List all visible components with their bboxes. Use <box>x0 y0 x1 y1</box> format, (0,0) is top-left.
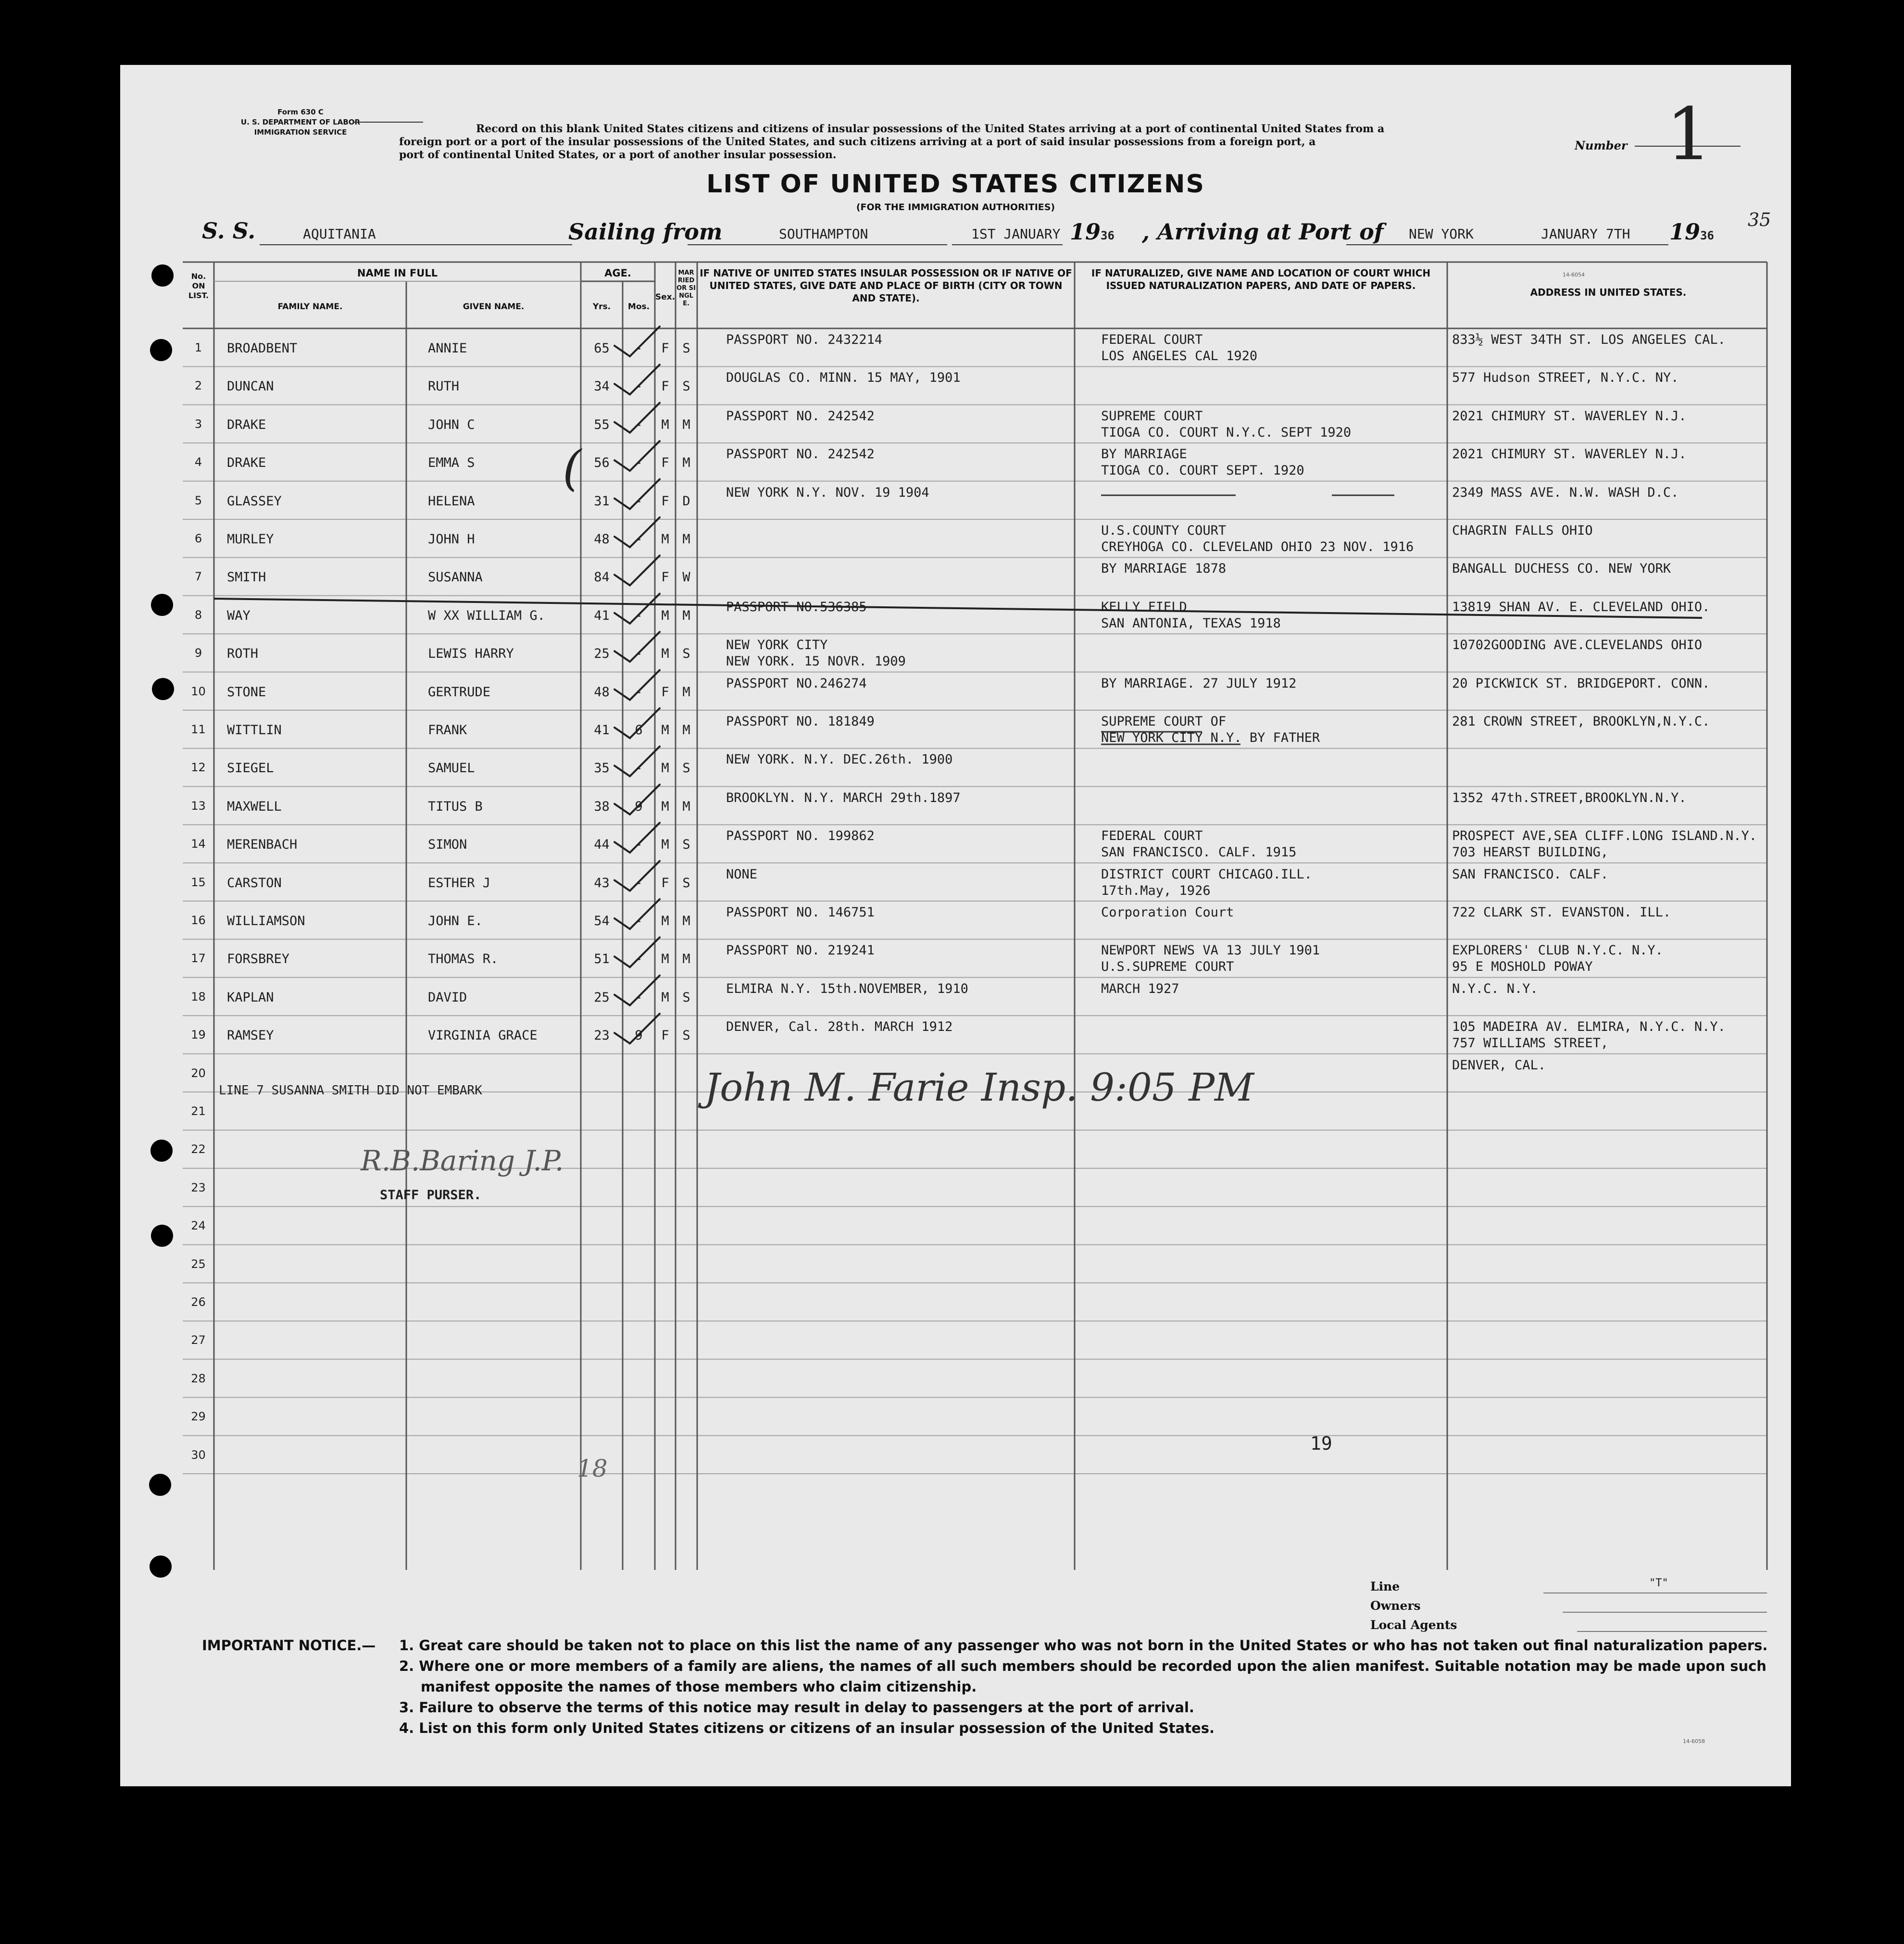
cell-ms: M <box>682 914 690 928</box>
instruction-line: foreign port or a port of the insular possessions of the United States, and such citizens arriving at a port of said insular possessions from a foreign port, a <box>399 136 1316 148</box>
cell-family: MAXWELL <box>227 799 282 814</box>
margin-mark: ( <box>563 440 582 496</box>
header-name-in-full: NAME IN FULL <box>357 267 438 279</box>
cell-birth: DENVER, Cal. 28th. MARCH 1912 <box>726 1019 953 1035</box>
cell-no: 12 <box>191 761 206 775</box>
row-number: 24 <box>191 1219 206 1233</box>
cell-yrs: 44 <box>594 837 610 853</box>
cell-given: SIMON <box>428 837 467 853</box>
cell-sex: F <box>661 493 669 509</box>
cell-yrs: 84 <box>594 570 610 585</box>
page-count: 19 <box>1310 1433 1332 1454</box>
notice-item: 1. Great care should be taken not to place on this list the name of any passenger who was not born in the United States or who has not taken out final naturalization papers. <box>399 1637 1768 1654</box>
cell-mos: - <box>635 379 643 394</box>
cell-nat: FEDERAL COURT <box>1101 332 1203 347</box>
cell-nat: SUPREME COURT <box>1101 408 1203 424</box>
cell-yrs: 23 <box>594 1028 610 1043</box>
cell-nat: U.S.COUNTY COURT <box>1101 523 1227 538</box>
department: U. S. DEPARTMENT OF LABOR <box>240 118 361 126</box>
cell-sex: F <box>661 341 669 356</box>
notice-item: 3. Failure to observe the terms of this notice may result in delay to passengers at the port of arrival. <box>399 1699 1194 1716</box>
cell-mos: - <box>635 875 643 890</box>
cell-no: 8 <box>194 608 202 622</box>
cell-ms: M <box>682 455 690 471</box>
cell-birth: PASSPORT NO. 2432214 <box>726 332 883 347</box>
cell-given: TITUS B <box>428 799 483 814</box>
cell-mos: - <box>635 990 643 1005</box>
arrival-date: JANUARY 7TH <box>1541 226 1630 242</box>
row-number: 26 <box>191 1295 206 1309</box>
sailing-port: SOUTHAMPTON <box>779 226 868 242</box>
cell-nat: DISTRICT COURT CHICAGO.ILL. <box>1101 866 1312 882</box>
cell-addr: 281 CROWN STREET, BROOKLYN,N.Y.C. <box>1452 714 1710 729</box>
cell-no: 5 <box>194 493 202 507</box>
cell-no: 9 <box>194 646 202 660</box>
number-value: 1 <box>1666 93 1712 176</box>
cell-ms: W <box>682 570 690 585</box>
cell-given: JOHN E. <box>428 914 483 928</box>
cell-ms: M <box>682 608 690 623</box>
row-number: 25 <box>191 1257 206 1271</box>
cell-yrs: 41 <box>594 608 610 623</box>
header-mos: Mos. <box>627 302 650 312</box>
cell-addr: 10702GOODING AVE.CLEVELANDS OHIO <box>1452 638 1703 653</box>
cell-yrs: 35 <box>594 761 610 776</box>
cell-mos: - <box>635 646 643 662</box>
cell-sex: M <box>661 914 669 928</box>
header-family-name: FAMILY NAME. <box>277 302 343 312</box>
number-label: Number <box>1575 138 1628 152</box>
manifest-sheet <box>120 65 1791 1786</box>
header-birth: IF NATIVE OF UNITED STATES INSULAR POSSESSION OR IF NATIVE OF UNITED STATES, GIVE DATE AND PLACE OF BIRTH (CITY OR TOWN AND STATE). <box>700 267 1072 304</box>
cell-ms: S <box>682 379 690 394</box>
header-address: ADDRESS IN UNITED STATES. <box>1530 287 1687 298</box>
cell-sex: M <box>661 990 669 1005</box>
header-naturalized: IF NATURALIZED, GIVE NAME AND LOCATION OF COURT WHICH ISSUED NATURALIZATION PAPERS, AND DATE OF PAPERS. <box>1091 267 1431 291</box>
arrival-port: NEW YORK <box>1409 226 1474 242</box>
cell-family: SIEGEL <box>227 761 274 776</box>
cell-nat: NEWPORT NEWS VA 13 JULY 1901 <box>1101 943 1320 958</box>
cell-family: STONE <box>227 684 266 700</box>
page-subtitle: (FOR THE IMMIGRATION AUTHORITIES) <box>856 202 1055 213</box>
notice-item: 2. Where one or more members of a family are aliens, the names of all such members should be recorded upon the alien manifest. Suitable notation may be made upon such <box>399 1658 1766 1674</box>
cell-family: WILLIAMSON <box>227 914 305 928</box>
cell-nat-line2: NEW YORK CITY N.Y. BY FATHER <box>1101 730 1320 745</box>
cell-yrs: 65 <box>594 341 610 356</box>
ss-label: S. S. <box>202 218 256 244</box>
cell-no: 18 <box>191 990 206 1003</box>
row-number: 30 <box>191 1448 206 1462</box>
cell-birth: NONE <box>726 866 758 882</box>
cell-nat: BY MARRIAGE. 27 JULY 1912 <box>1101 676 1297 691</box>
cell-family: SMITH <box>227 570 266 585</box>
cell-birth: PASSPORT NO. 181849 <box>726 714 875 729</box>
cell-birth: PASSPORT NO.246274 <box>726 676 867 691</box>
cell-mos: 9 <box>635 1028 643 1043</box>
cell-ms: M <box>682 532 690 547</box>
cell-no: 1 <box>194 341 202 354</box>
year-suffix: 36 <box>1700 229 1714 242</box>
cell-given: ESTHER J <box>428 875 491 890</box>
cell-sex: F <box>661 570 669 585</box>
cell-ms: S <box>682 837 690 853</box>
cell-no: 19 <box>191 1028 206 1042</box>
cell-mos: - <box>635 341 643 356</box>
cell-nat: BY MARRIAGE <box>1101 447 1187 462</box>
cell-sex: M <box>661 608 669 623</box>
corner-note: 35 <box>1748 209 1771 230</box>
cell-family: WAY <box>227 608 251 623</box>
notice-item: manifest opposite the names of those members who claim citizenship. <box>421 1679 977 1695</box>
cell-birth: DOUGLAS CO. MINN. 15 MAY, 1901 <box>726 370 961 386</box>
cell-ms: M <box>682 417 690 432</box>
cell-mos: - <box>635 914 643 928</box>
cell-no: 2 <box>194 379 202 393</box>
instruction-line: port of continental United States, or a port of another insular possession. <box>399 149 837 161</box>
cell-nat-line2: LOS ANGELES CAL 1920 <box>1101 349 1258 364</box>
footer-rules <box>1543 1593 1767 1631</box>
cell-given: GERTRUDE <box>428 684 491 700</box>
notice-title: IMPORTANT NOTICE.— <box>202 1637 376 1654</box>
cell-given: W XX WILLIAM G. <box>428 608 545 623</box>
cell-ms: S <box>682 1028 690 1043</box>
cell-addr: 722 CLARK ST. EVANSTON. ILL. <box>1452 905 1671 920</box>
cell-ms: M <box>682 684 690 700</box>
cell-given: ANNIE <box>428 341 467 356</box>
cell-mos: - <box>635 952 643 967</box>
instruction-line: Record on this blank United States citizens and citizens of insular possessions of the United States arriving at a port of continental United States from a <box>476 123 1385 135</box>
cell-no: 6 <box>194 532 202 545</box>
cell-addr: 20 PICKWICK ST. BRIDGEPORT. CONN. <box>1452 676 1710 691</box>
cell-mos: 9 <box>635 799 643 814</box>
cell-addr: 1352 47th.STREET,BROOKLYN.N.Y. <box>1452 790 1687 805</box>
cell-family: MURLEY <box>227 532 274 547</box>
cell-sex: M <box>661 417 669 432</box>
cell-birth: NEW YORK N.Y. NOV. 19 1904 <box>726 485 929 500</box>
purser-signature: R.B.Baring J.P. <box>361 1144 564 1177</box>
notice-item: 4. List on this form only United States citizens or citizens of an insular possession of the United States. <box>399 1720 1215 1736</box>
did-not-embark-note: LINE 7 SUSANNA SMITH DID NOT EMBARK <box>219 1083 482 1098</box>
row-number: 22 <box>191 1142 206 1156</box>
cell-birth: PASSPORT NO. 146751 <box>726 905 875 920</box>
cell-nat-line2: 17th.May, 1926 <box>1101 883 1211 898</box>
cell-mos: - <box>635 837 643 853</box>
row-number: 23 <box>191 1180 206 1194</box>
cell-addr-line2: 757 WILLIAMS STREET, <box>1452 1036 1609 1051</box>
cell-birth: NEW YORK CITY <box>726 638 828 653</box>
cell-birth: PASSPORT NO.536385 <box>726 599 867 615</box>
cell-no: 3 <box>194 417 202 431</box>
cell-family: DRAKE <box>227 455 266 471</box>
row-number: 27 <box>191 1333 206 1347</box>
cell-sex: M <box>661 952 669 967</box>
row-number: 28 <box>191 1371 206 1385</box>
cell-birth: NEW YORK. N.Y. DEC.26th. 1900 <box>726 752 953 767</box>
arriving-label: , Arriving at Port of <box>1142 219 1384 245</box>
cell-given: RUTH <box>428 379 460 394</box>
cell-yrs: 43 <box>594 875 610 890</box>
cell-ms: S <box>682 990 690 1005</box>
line-label: Line <box>1370 1580 1400 1593</box>
year-prefix: 19 <box>1070 219 1101 245</box>
cell-ms: S <box>682 341 690 356</box>
cell-ms: D <box>682 493 690 509</box>
cell-sex: M <box>661 799 669 814</box>
cell-birth: PASSPORT NO. 242542 <box>726 447 875 462</box>
cell-nat: MARCH 1927 <box>1101 981 1179 996</box>
margin-mark: 18 <box>577 1455 608 1482</box>
cell-no: 11 <box>191 723 206 736</box>
cell-family: BROADBENT <box>227 341 298 356</box>
cell-addr: CHAGRIN FALLS OHIO <box>1452 523 1593 538</box>
header-married-single: MARRIED OR SINGLE. <box>676 269 696 307</box>
cell-mos: - <box>635 684 643 700</box>
cell-ms: S <box>682 875 690 890</box>
cell-nat-line2: U.S.SUPREME COURT <box>1101 959 1234 975</box>
form-code: 14-6058 <box>1683 1738 1705 1744</box>
cell-sex: F <box>661 379 669 394</box>
cell-mos: - <box>635 417 643 432</box>
cell-family: WITTLIN <box>227 723 282 738</box>
cell-ms: M <box>682 723 690 738</box>
cell-no: 15 <box>191 875 206 889</box>
line-value: "T" <box>1649 1577 1668 1589</box>
sailing-date: 1ST JANUARY <box>971 226 1061 242</box>
cell-family: CARSTON <box>227 875 282 890</box>
staff-purser: STAFF PURSER. <box>380 1188 482 1203</box>
cell-addr: SAN FRANCISCO. CALF. <box>1452 866 1609 882</box>
cell-addr-line2: 95 E MOSHOLD POWAY <box>1452 959 1593 975</box>
cell-addr: N.Y.C. N.Y. <box>1452 981 1538 996</box>
cell-nat-line2: TIOGA CO. COURT SEPT. 1920 <box>1101 463 1304 478</box>
cell-family: KAPLAN <box>227 990 274 1005</box>
cell-family: MERENBACH <box>227 837 298 853</box>
cell-addr: 13819 SHAN AV. E. CLEVELAND OHIO. <box>1452 599 1710 615</box>
cell-yrs: 31 <box>594 493 610 509</box>
cell-sex: M <box>661 532 669 547</box>
cell-yrs: 55 <box>594 417 610 432</box>
cell-birth: PASSPORT NO. 242542 <box>726 408 875 424</box>
header-yrs: Yrs. <box>592 302 611 312</box>
cell-given: FRANK <box>428 723 467 738</box>
cell-ms: S <box>682 761 690 776</box>
cell-mos: - <box>635 761 643 776</box>
owners-label: Owners <box>1370 1599 1421 1613</box>
cell-addr: 577 Hudson STREET, N.Y.C. NY. <box>1452 370 1679 386</box>
form-number: Form 630 C <box>277 108 324 116</box>
header-age: AGE. <box>604 267 631 279</box>
cell-nat: Corporation Court <box>1101 905 1234 920</box>
cell-nat-line2: SAN FRANCISCO. CALF. 1915 <box>1101 845 1297 860</box>
cell-yrs: 34 <box>594 379 610 394</box>
cell-family: DRAKE <box>227 417 266 432</box>
cell-mos: - <box>635 532 643 547</box>
cell-nat-line2: SAN ANTONIA, TEXAS 1918 <box>1101 615 1281 631</box>
cell-ms: M <box>682 799 690 814</box>
cell-addr: DENVER, CAL. <box>1452 1057 1546 1073</box>
cell-given: JOHN H <box>428 532 475 547</box>
cell-birth: ELMIRA N.Y. 15th.NOVEMBER, 1910 <box>726 981 968 996</box>
row-number: 21 <box>191 1104 206 1118</box>
cell-yrs: 25 <box>594 646 610 662</box>
cell-birth-line2: NEW YORK. 15 NOVR. 1909 <box>726 654 906 669</box>
cell-nat: SUPREME COURT OF <box>1101 714 1227 729</box>
cell-birth: PASSPORT NO. 219241 <box>726 943 875 958</box>
header-sex: Sex. <box>655 292 676 302</box>
cell-yrs: 56 <box>594 455 610 471</box>
cell-no: 17 <box>191 952 206 966</box>
page-title: LIST OF UNITED STATES CITIZENS <box>706 170 1205 199</box>
cell-no: 7 <box>194 570 202 584</box>
cell-no: 16 <box>191 914 206 927</box>
cell-addr: BANGALL DUCHESS CO. NEW YORK <box>1452 561 1671 577</box>
cell-nat-line2: CREYHOGA CO. CLEVELAND OHIO 23 NOV. 1916 <box>1101 539 1414 554</box>
row-number: 29 <box>191 1410 206 1424</box>
cell-sex: F <box>661 684 669 700</box>
cell-no: 13 <box>191 799 206 813</box>
cell-sex: M <box>661 723 669 738</box>
cell-given: DAVID <box>428 990 467 1005</box>
cell-addr-line2: 703 HEARST BUILDING, <box>1452 845 1609 860</box>
cell-sex: F <box>661 455 669 471</box>
cell-given: THOMAS R. <box>428 952 499 967</box>
sailing-label: Sailing from <box>568 219 723 245</box>
cell-no: 14 <box>191 837 206 851</box>
cell-nat: FEDERAL COURT <box>1101 828 1203 844</box>
cell-sex: F <box>661 875 669 890</box>
cell-nat: BY MARRIAGE 1878 <box>1101 561 1227 577</box>
local-agents-label: Local Agents <box>1370 1618 1457 1632</box>
year-prefix: 19 <box>1669 219 1701 245</box>
cell-ms: M <box>682 952 690 967</box>
cell-given: SAMUEL <box>428 761 475 776</box>
cell-addr: 833½ WEST 34TH ST. LOS ANGELES CAL. <box>1452 332 1726 347</box>
cell-birth: PASSPORT NO. 199862 <box>726 828 875 844</box>
cell-family: RAMSEY <box>227 1028 274 1043</box>
service: IMMIGRATION SERVICE <box>254 128 347 137</box>
printer-note: 14-6054 <box>1563 272 1585 278</box>
cell-given: SUSANNA <box>428 570 483 585</box>
cell-given: LEWIS HARRY <box>428 646 514 662</box>
cell-family: DUNCAN <box>227 379 274 394</box>
cell-addr: 2021 CHIMURY ST. WAVERLEY N.J. <box>1452 447 1687 462</box>
cell-sex: M <box>661 761 669 776</box>
cell-given: HELENA <box>428 493 475 509</box>
cell-sex: M <box>661 646 669 662</box>
inspector-signature: John M. Farie Insp. 9:05 PM <box>704 1065 1254 1110</box>
cell-addr: 2349 MASS AVE. N.W. WASH D.C. <box>1452 485 1679 500</box>
cell-yrs: 48 <box>594 532 610 547</box>
cell-given: VIRGINIA GRACE <box>428 1028 538 1043</box>
cell-mos: - <box>635 608 643 623</box>
cell-no: 4 <box>194 455 202 469</box>
cell-sex: F <box>661 1028 669 1043</box>
cell-yrs: 51 <box>594 952 610 967</box>
cell-yrs: 48 <box>594 684 610 700</box>
year-suffix: 36 <box>1101 229 1115 242</box>
cell-addr: 2021 CHIMURY ST. WAVERLEY N.J. <box>1452 408 1687 424</box>
cell-nat: KELLY FIELD <box>1101 599 1187 615</box>
cell-addr: 105 MADEIRA AV. ELMIRA, N.Y.C. N.Y. <box>1452 1019 1726 1035</box>
cell-nat-line2: TIOGA CO. COURT N.Y.C. SEPT 1920 <box>1101 425 1352 440</box>
header-no-on-list: No. ON LIST. <box>188 272 209 300</box>
arriving-label-text: Arriving at Port of <box>1157 219 1384 245</box>
cell-family: FORSBREY <box>227 952 290 967</box>
cell-yrs: 25 <box>594 990 610 1005</box>
cell-ms: S <box>682 646 690 662</box>
cell-mos: - <box>635 455 643 471</box>
cell-yrs: 38 <box>594 799 610 814</box>
cell-mos: - <box>635 493 643 509</box>
header-given-name: GIVEN NAME. <box>463 302 525 312</box>
cell-yrs: 54 <box>594 914 610 928</box>
cell-given: EMMA S <box>428 455 475 471</box>
cell-given: JOHN C <box>428 417 475 432</box>
cell-family: ROTH <box>227 646 259 662</box>
cell-sex: M <box>661 837 669 853</box>
cell-addr: PROSPECT AVE,SEA CLIFF.LONG ISLAND.N.Y. <box>1452 828 1757 844</box>
cell-family: GLASSEY <box>227 493 282 509</box>
cell-addr: EXPLORERS' CLUB N.Y.C. N.Y. <box>1452 943 1663 958</box>
cell-no: 10 <box>191 684 206 698</box>
cell-yrs: 41 <box>594 723 610 738</box>
cell-mos: 6 <box>635 723 643 738</box>
ship-name: AQUITANIA <box>303 226 376 242</box>
cell-no: 20 <box>191 1066 206 1080</box>
cell-birth: BROOKLYN. N.Y. MARCH 29th.1897 <box>726 790 961 805</box>
